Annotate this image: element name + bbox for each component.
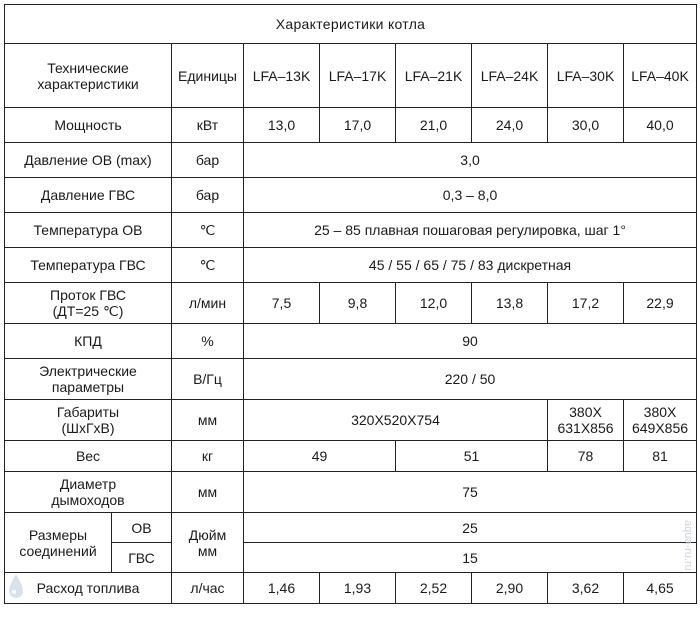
unit-line: Дюйм bbox=[188, 526, 227, 543]
row-dimensions bbox=[5, 400, 697, 441]
value-cell: 4,65 bbox=[624, 573, 697, 604]
row-power bbox=[5, 108, 697, 143]
row-label bbox=[5, 400, 172, 441]
value-cell: 49 bbox=[244, 441, 396, 472]
value-cell: 13,0 bbox=[244, 108, 320, 143]
row-connections-ov bbox=[5, 513, 697, 543]
row-unit: В/Гц bbox=[172, 359, 244, 400]
label-line: Габариты bbox=[56, 404, 120, 420]
value-cell: 220 / 50 bbox=[244, 359, 697, 400]
row-label: Мощность bbox=[5, 108, 172, 143]
header-param-cell: Технические характеристики bbox=[5, 44, 172, 108]
value-cell bbox=[624, 400, 697, 441]
label-line: дымоходов bbox=[51, 492, 125, 508]
row-label bbox=[5, 283, 172, 324]
model-header: LFA–40K bbox=[624, 44, 697, 108]
label-line: Проток ГВС bbox=[50, 287, 126, 303]
value-cell: 78 bbox=[548, 441, 624, 472]
value-cell: 320X520X754 bbox=[244, 400, 548, 441]
value-line: 631X856 bbox=[557, 420, 614, 436]
value-cell: 17,2 bbox=[548, 283, 624, 324]
row-label: Давление ОВ (max) bbox=[5, 143, 172, 178]
row-unit: бар bbox=[172, 143, 244, 178]
value-line: 649X856 bbox=[631, 420, 689, 436]
value-cell: 17,0 bbox=[320, 108, 396, 143]
value-cell: 15 bbox=[244, 543, 697, 573]
value-cell: 9,8 bbox=[320, 283, 396, 324]
row-unit bbox=[172, 513, 244, 573]
value-cell: 12,0 bbox=[396, 283, 472, 324]
droplet-logo-icon bbox=[6, 572, 26, 602]
watermark: aqua-ru.ru bbox=[682, 520, 694, 571]
row-temp-gvs bbox=[5, 248, 697, 283]
value-cell: 24,0 bbox=[472, 108, 548, 143]
label-line: Электрические bbox=[39, 363, 137, 379]
row-flow-gvs bbox=[5, 283, 697, 324]
row-unit: бар bbox=[172, 178, 244, 213]
row-unit: мм bbox=[172, 472, 244, 513]
value-cell: 45 / 55 / 65 / 75 / 83 дискретная bbox=[244, 248, 697, 283]
row-unit: л/час bbox=[172, 573, 244, 604]
row-label: Давление ГВС bbox=[5, 178, 172, 213]
value-cell: 0,3 – 8,0 bbox=[244, 178, 697, 213]
value-cell: 75 bbox=[244, 472, 697, 513]
value-line: 380X bbox=[569, 404, 602, 420]
row-label bbox=[5, 359, 172, 400]
header-units-cell: Единицы bbox=[172, 44, 244, 108]
row-weight bbox=[5, 441, 697, 472]
row-unit: ℃ bbox=[172, 248, 244, 283]
model-header: LFA–13K bbox=[244, 44, 320, 108]
value-cell: 22,9 bbox=[624, 283, 697, 324]
value-cell: 1,93 bbox=[320, 573, 396, 604]
row-label: Вес bbox=[5, 441, 172, 472]
sub-label: ОВ bbox=[112, 513, 172, 543]
row-unit: кг bbox=[172, 441, 244, 472]
value-cell: 90 bbox=[244, 324, 697, 359]
value-cell: 21,0 bbox=[396, 108, 472, 143]
sub-label: ГВС bbox=[112, 543, 172, 573]
value-cell: 30,0 bbox=[548, 108, 624, 143]
row-efficiency bbox=[5, 324, 697, 359]
value-cell: 7,5 bbox=[244, 283, 320, 324]
row-unit: мм bbox=[172, 400, 244, 441]
row-unit: ℃ bbox=[172, 213, 244, 248]
unit-line: мм bbox=[197, 542, 218, 559]
label-line: (ДТ=25 ℃) bbox=[52, 303, 124, 319]
value-cell: 13,8 bbox=[472, 283, 548, 324]
value-cell: 51 bbox=[396, 441, 548, 472]
value-cell: 3,62 bbox=[548, 573, 624, 604]
value-cell: 2,90 bbox=[472, 573, 548, 604]
row-label: КПД bbox=[5, 324, 172, 359]
row-label bbox=[5, 472, 172, 513]
boiler-spec-table bbox=[4, 4, 697, 604]
row-pressure-gvs bbox=[5, 178, 697, 213]
model-header: LFA–21K bbox=[396, 44, 472, 108]
table-title: Характеристики котла bbox=[5, 5, 697, 44]
label-line: Диаметр bbox=[59, 476, 117, 492]
value-cell: 2,52 bbox=[396, 573, 472, 604]
value-cell: 25 bbox=[244, 513, 697, 543]
value-cell: 25 – 85 плавная пошаговая регулировка, шаг 1° bbox=[244, 213, 697, 248]
row-unit: % bbox=[172, 324, 244, 359]
row-label: Температура ГВС bbox=[5, 248, 172, 283]
row-fuel bbox=[5, 573, 697, 604]
row-label bbox=[5, 513, 112, 573]
row-electric bbox=[5, 359, 697, 400]
label-line: параметры bbox=[51, 379, 125, 395]
row-temp-ov bbox=[5, 213, 697, 248]
value-cell bbox=[548, 400, 624, 441]
label-line: Размеры bbox=[28, 526, 88, 543]
model-header: LFA–24K bbox=[472, 44, 548, 108]
label-line: соединений bbox=[19, 542, 97, 559]
header-row bbox=[5, 44, 697, 108]
value-cell: 40,0 bbox=[624, 108, 697, 143]
row-unit: кВт bbox=[172, 108, 244, 143]
value-cell: 1,46 bbox=[244, 573, 320, 604]
label-line: (ШхГхВ) bbox=[61, 420, 115, 436]
row-unit: л/мин bbox=[172, 283, 244, 324]
row-label: Температура ОВ bbox=[5, 213, 172, 248]
row-chimney bbox=[5, 472, 697, 513]
model-header: LFA–17K bbox=[320, 44, 396, 108]
row-label: Расход топлива bbox=[5, 573, 172, 604]
model-header: LFA–30K bbox=[548, 44, 624, 108]
value-line: 380X bbox=[643, 404, 677, 420]
value-cell: 3,0 bbox=[244, 143, 697, 178]
value-cell: 81 bbox=[624, 441, 697, 472]
row-pressure-ov bbox=[5, 143, 697, 178]
